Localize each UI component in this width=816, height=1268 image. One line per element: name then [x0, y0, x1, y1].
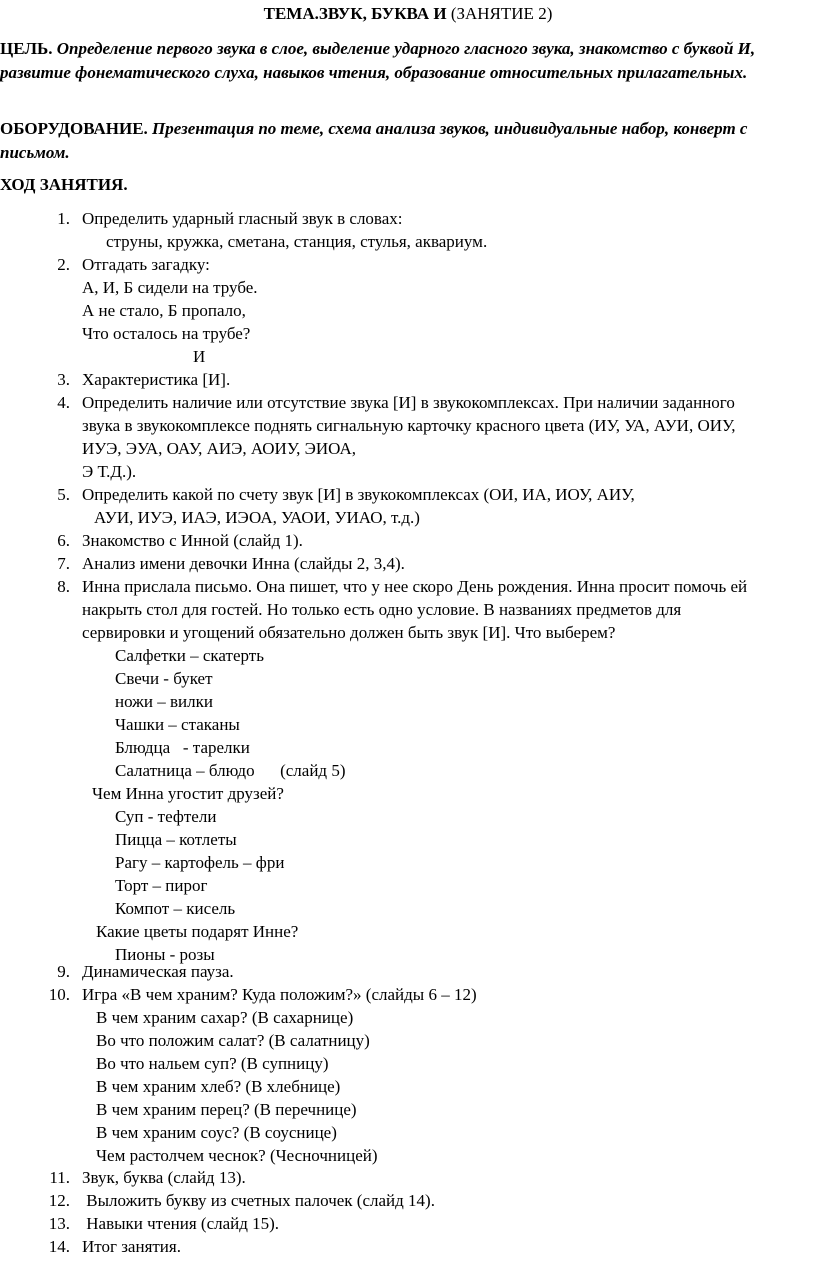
- equipment-paragraph: [0, 117, 808, 164]
- list-line: Во что положим салат? (В салатницу): [96, 1031, 370, 1050]
- list-line: Компот – кисель: [115, 899, 236, 918]
- list-line: Во что нальем суп? (В супницу): [96, 1054, 329, 1073]
- list-line: Какие цветы подарят Инне?: [96, 922, 299, 941]
- page-title: [0, 2, 816, 26]
- title-normal: (ЗАНЯТИЕ 2): [446, 4, 553, 23]
- list-line: В чем храним перец? (В перечнице): [96, 1100, 357, 1119]
- list-line: В чем храним сахар? (В сахарнице): [96, 1008, 354, 1027]
- list-line: Пицца – котлеты: [115, 830, 237, 849]
- list-line: Торт – пирог: [115, 876, 208, 895]
- progress-heading: ХОД ЗАНЯТИЯ.: [0, 175, 128, 194]
- list-number: 7.: [57, 554, 70, 573]
- list-line: Пионы - розы: [115, 945, 215, 964]
- equipment-label: ОБОРУДОВАНИЕ.: [0, 119, 148, 138]
- list-line: Салатница – блюдо (слайд 5): [115, 761, 346, 780]
- list-number: 12.: [48, 1191, 70, 1210]
- list-line: Определить ударный гласный звук в словах:: [82, 209, 403, 228]
- list-line: Свечи - букет: [115, 669, 213, 688]
- goal-text: Определение первого звука в слое, выделение ударного гласного звука, знакомство с буквой И, развитие фонематического слуха, навыков чтения, образование относительных прилагательных.: [0, 39, 756, 82]
- list-line: А, И, Б сидели на трубе.: [82, 278, 258, 297]
- list-number: 11.: [49, 1168, 70, 1187]
- list-line: Определить какой по счету звук [И] в звукокомплексах (ОИ, ИА, ИОУ, АИУ,: [82, 485, 635, 504]
- list-line: Чашки – стаканы: [115, 715, 240, 734]
- goal-label: ЦЕЛЬ.: [0, 39, 53, 58]
- list-line: ножи – вилки: [115, 692, 213, 711]
- title-bold: ТЕМА.ЗВУК, БУКВА И: [263, 4, 447, 23]
- list-line: Инна прислала письмо. Она пишет, что у нее скоро День рождения. Инна просит помочь ей: [82, 577, 748, 596]
- list-line: ИУЭ, ЭУА, ОАУ, АИЭ, АОИУ, ЭИОА,: [82, 439, 357, 458]
- list-line: В чем храним соус? (В соуснице): [96, 1123, 337, 1142]
- list-line: Суп - тефтели: [115, 807, 217, 826]
- list-number: 8.: [57, 577, 70, 596]
- list-line: Салфетки – скатерть: [115, 646, 264, 665]
- list-number: 1.: [57, 209, 70, 228]
- list-line: Анализ имени девочки Инна (слайды 2, 3,4).: [82, 554, 405, 573]
- list-line: Чем растолчем чеснок? (Чесночницей): [96, 1146, 378, 1165]
- list-line: А не стало, Б пропало,: [82, 301, 246, 320]
- list-line: В чем храним хлеб? (В хлебнице): [96, 1077, 341, 1096]
- list-line: И: [193, 347, 206, 366]
- list-line: АУИ, ИУЭ, ИАЭ, ИЭОА, УАОИ, УИАО, т.д.): [94, 508, 420, 527]
- list-line: накрыть стол для гостей. Но только есть одно условие. В названиях предметов для: [82, 600, 682, 619]
- list-line: Блюдца - тарелки: [115, 738, 250, 757]
- list-line: Чем Инна угостит друзей?: [92, 784, 284, 803]
- list-line: Игра «В чем храним? Куда положим?» (слайды 6 – 12): [82, 985, 477, 1004]
- goal-paragraph: [0, 37, 808, 84]
- list-number: 6.: [57, 531, 70, 550]
- list-number: 5.: [57, 485, 70, 504]
- list-line: Динамическая пауза.: [82, 962, 234, 981]
- list-number: 14.: [48, 1237, 70, 1256]
- list-line: Э Т.Д.).: [82, 462, 137, 481]
- list-line: Определить наличие или отсутствие звука [И] в звукокомплексах. При наличии заданного: [82, 393, 735, 412]
- list-line: Характеристика [И].: [82, 370, 231, 389]
- list-line: Навыки чтения (слайд 15).: [82, 1214, 280, 1233]
- list-line: Знакомство с Инной (слайд 1).: [82, 531, 303, 550]
- list-line: Выложить букву из счетных палочек (слайд 14).: [82, 1191, 435, 1210]
- list-number: 2.: [57, 255, 70, 274]
- list-line: Итог занятия.: [82, 1237, 181, 1256]
- list-line: сервировки и угощений обязательно должен быть звук [И]. Что выберем?: [82, 623, 616, 642]
- list-line: Что осталось на трубе?: [82, 324, 251, 343]
- list-number: 3.: [57, 370, 70, 389]
- list-line: Отгадать загадку:: [82, 255, 210, 274]
- list-line: Рагу – картофель – фри: [115, 853, 285, 872]
- list-line: Звук, буква (слайд 13).: [82, 1168, 246, 1187]
- list-number: 10.: [48, 985, 70, 1004]
- list-line: звука в звукокомплексе поднять сигнальную карточку красного цвета (ИУ, УА, АУИ, ОИУ,: [82, 416, 736, 435]
- list-line: струны, кружка, сметана, станция, стулья, аквариум.: [106, 232, 488, 251]
- list-number: 13.: [48, 1214, 70, 1233]
- list-number: 4.: [57, 393, 70, 412]
- equipment-text: Презентация по теме, схема анализа звуков, индивидуальные набор, конверт с письмом.: [0, 119, 748, 162]
- list-number: 9.: [57, 962, 70, 981]
